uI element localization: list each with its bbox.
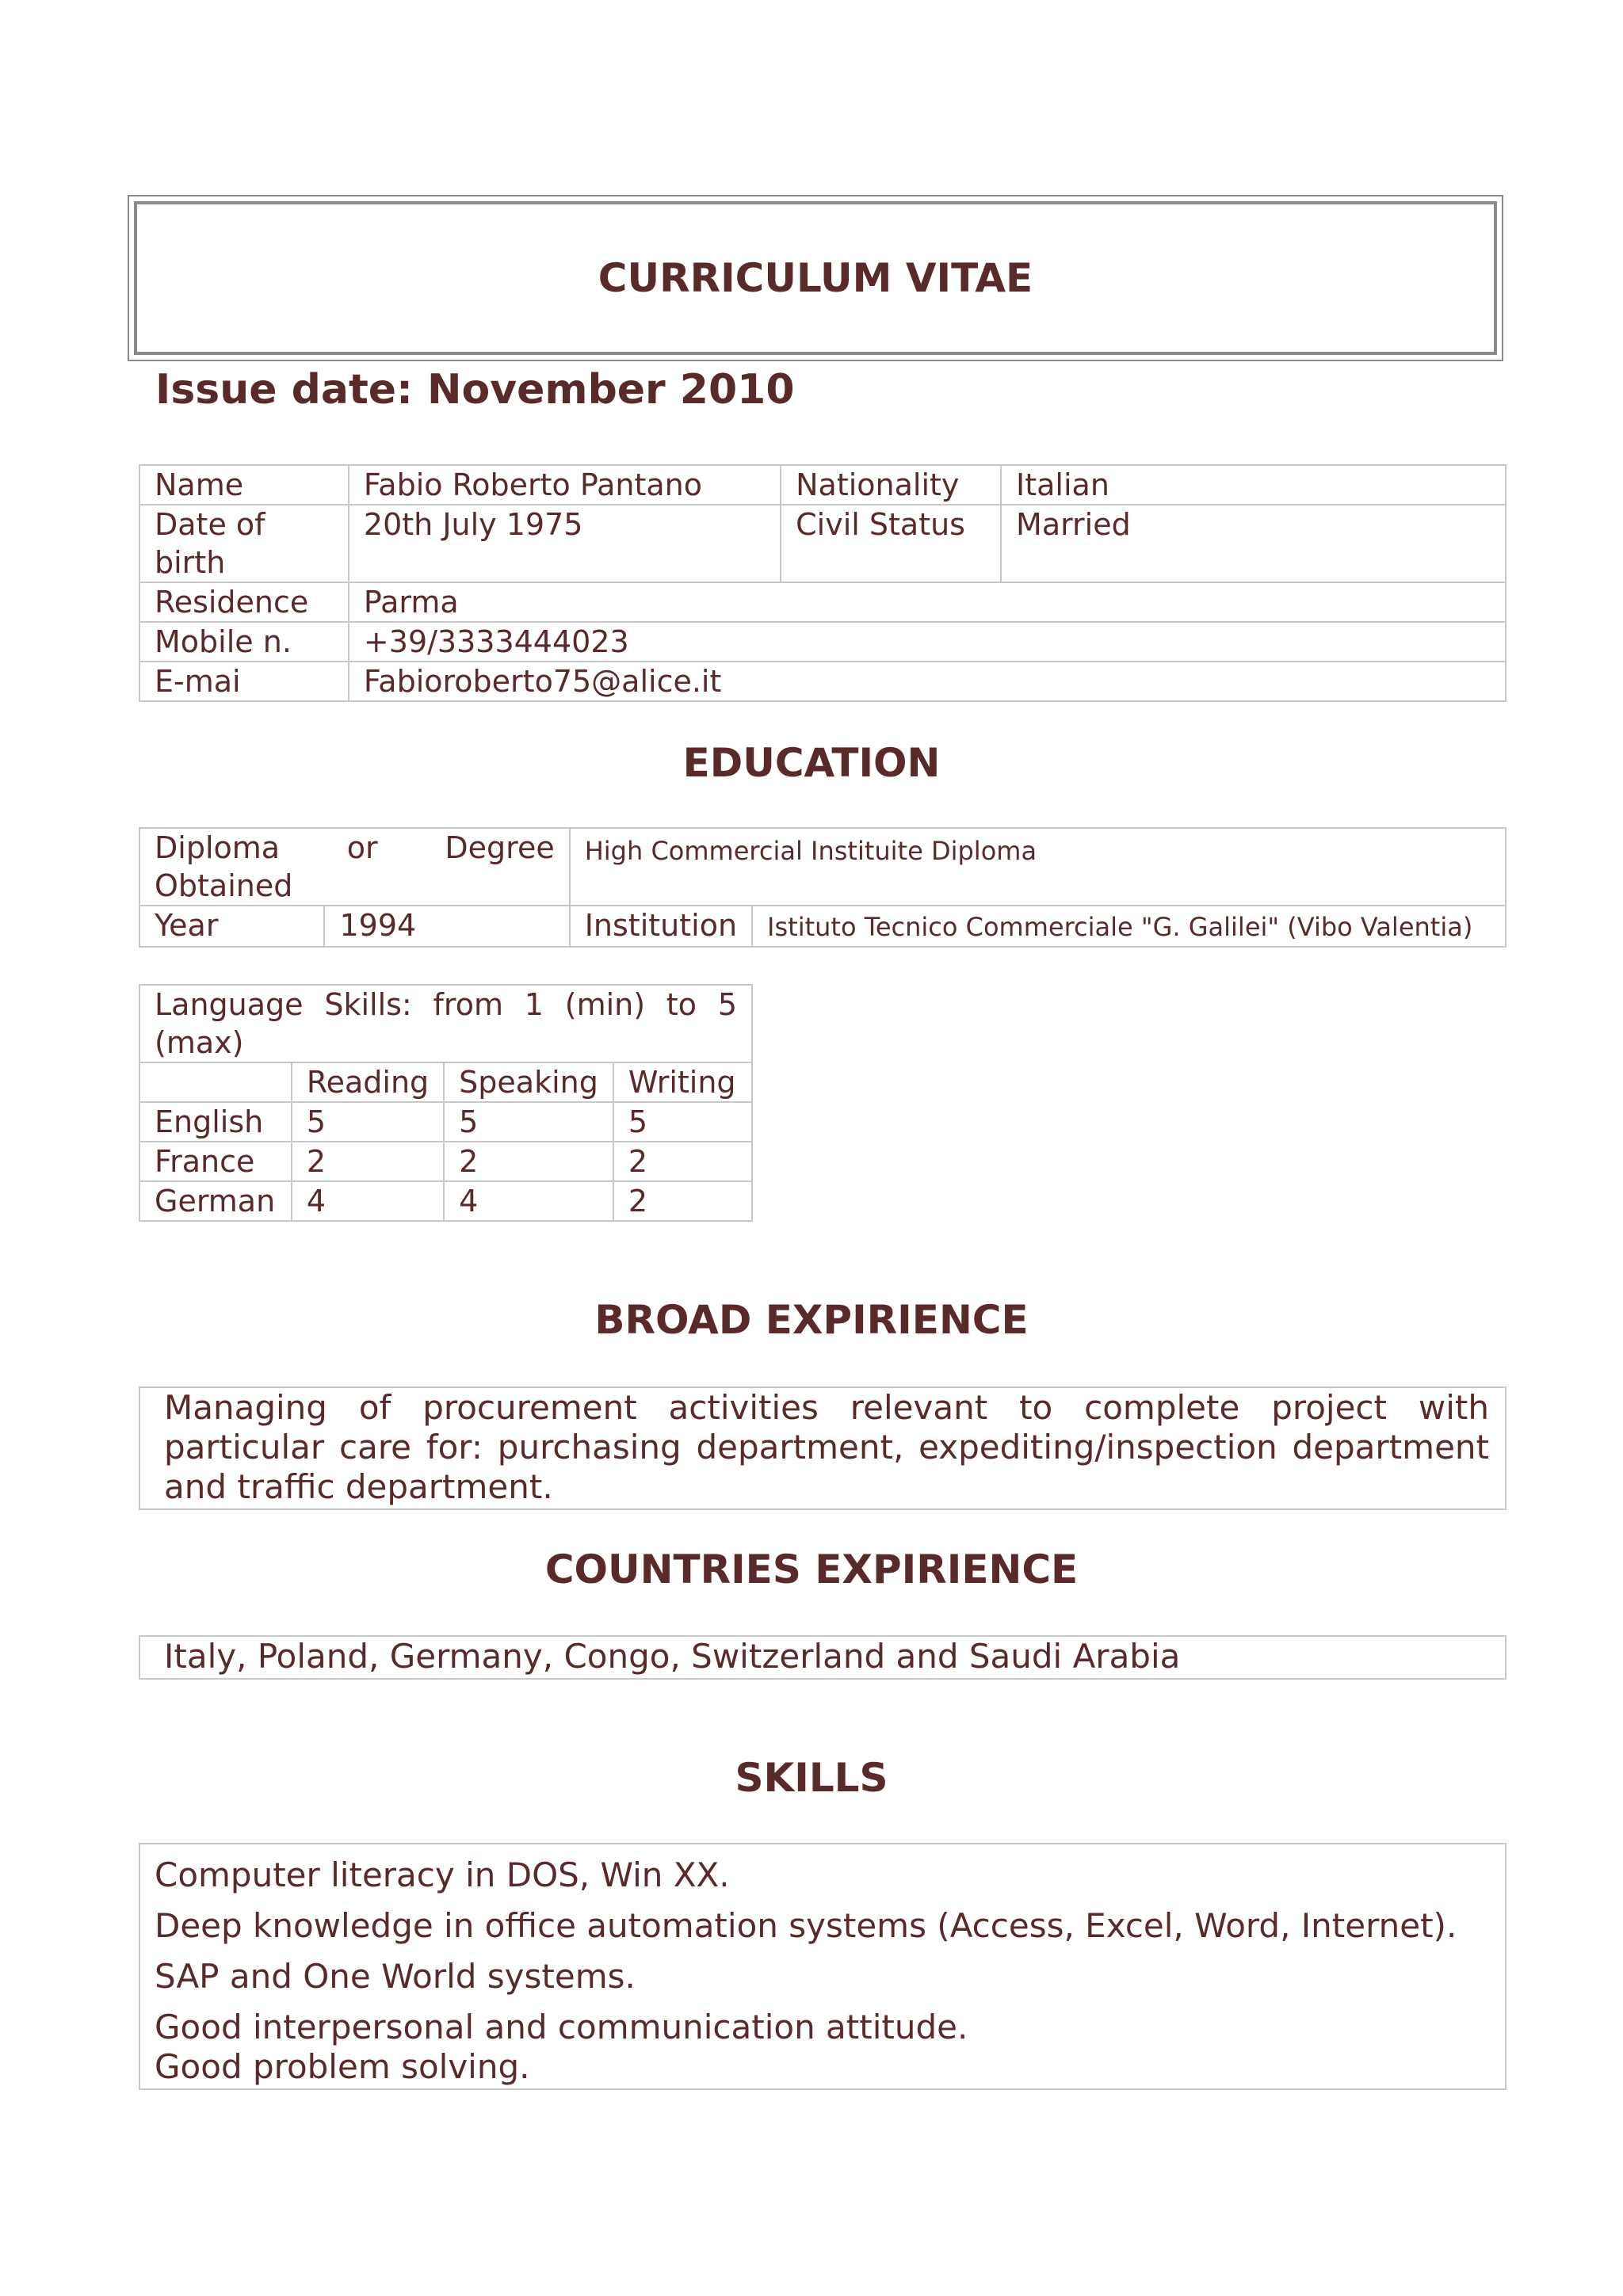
email-value[interactable]: Fabioroberto75@alice.it xyxy=(349,662,1506,701)
skill-item: SAP and One World systems. xyxy=(155,1957,636,1996)
table-row xyxy=(139,465,1506,505)
countries-experience-title: COUNTRIES EXPIRIENCE xyxy=(544,1547,1079,1592)
table-row xyxy=(139,662,1506,701)
table-row xyxy=(139,828,1506,906)
speaking-score: 2 xyxy=(444,1142,613,1181)
speaking-score: 5 xyxy=(444,1102,613,1142)
writing-score: 2 xyxy=(613,1142,752,1181)
mobile-label: Mobile n. xyxy=(139,622,349,662)
skill-item: Deep knowledge in office automation systems (Access, Excel, Word, Internet). xyxy=(155,1906,1457,1945)
language-header-empty xyxy=(139,1062,292,1102)
residence-label: Residence xyxy=(139,582,349,622)
speaking-header: Speaking xyxy=(444,1062,613,1102)
title-box xyxy=(128,195,1503,361)
countries-experience-text: Italy, Poland, Germany, Congo, Switzerland and Saudi Arabia xyxy=(139,1635,1507,1680)
name-value: Fabio Roberto Pantano xyxy=(349,465,781,505)
table-row xyxy=(139,1142,752,1181)
diploma-label: Diploma or Degree Obtained xyxy=(139,828,570,906)
dob-label: Date of birth xyxy=(139,505,349,582)
skills-title: SKILLS xyxy=(735,1755,888,1801)
table-row xyxy=(139,906,1506,947)
institution-value: Istituto Tecnico Commerciale "G. Galilei" (Vibo Valentia) xyxy=(752,906,1506,947)
broad-experience-text: Managing of procurement activities relevant to complete project with particular care for: purchasing department, expediting/inspection department and traffic department. xyxy=(139,1386,1507,1510)
document-title: CURRICULUM VITAE xyxy=(598,255,1033,301)
reading-score: 2 xyxy=(292,1142,444,1181)
education-title: EDUCATION xyxy=(682,740,941,786)
table-row xyxy=(139,622,1506,662)
language-name: German xyxy=(139,1181,292,1221)
language-name: France xyxy=(139,1142,292,1181)
skill-item: Good problem solving. xyxy=(155,2047,530,2086)
institution-label: Institution xyxy=(570,906,752,947)
title-box-inner xyxy=(134,201,1497,355)
mobile-value: +39/3333444023 xyxy=(349,622,1506,662)
skill-item: Good interpersonal and communication attitude. xyxy=(155,2008,968,2046)
table-row xyxy=(139,985,752,1062)
language-name: English xyxy=(139,1102,292,1142)
skills-box xyxy=(139,1843,1507,2090)
language-skills-table xyxy=(139,984,753,1222)
broad-experience-title: BROAD EXPIRIENCE xyxy=(594,1297,1029,1343)
nationality-value: Italian xyxy=(1001,465,1506,505)
table-row xyxy=(139,1062,752,1102)
diploma-value: High Commercial Instituite Diploma xyxy=(570,828,1506,906)
residence-value: Parma xyxy=(349,582,1506,622)
table-row xyxy=(139,582,1506,622)
issue-date: Issue date: November 2010 xyxy=(155,366,795,414)
year-value: 1994 xyxy=(324,906,569,947)
personal-info-table xyxy=(139,464,1507,702)
table-row xyxy=(139,505,1506,582)
civil-status-value: Married xyxy=(1001,505,1506,582)
reading-score: 5 xyxy=(292,1102,444,1142)
writing-header: Writing xyxy=(613,1062,752,1102)
table-row xyxy=(139,1102,752,1142)
writing-score: 5 xyxy=(613,1102,752,1142)
speaking-score: 4 xyxy=(444,1181,613,1221)
reading-header: Reading xyxy=(292,1062,444,1102)
civil-status-label: Civil Status xyxy=(781,505,1001,582)
language-caption: Language Skills: from 1 (min) to 5 (max) xyxy=(139,985,752,1062)
email-label: E-mai xyxy=(139,662,349,701)
skill-item: Computer literacy in DOS, Win XX. xyxy=(155,1855,730,1894)
name-label: Name xyxy=(139,465,349,505)
writing-score: 2 xyxy=(613,1181,752,1221)
nationality-label: Nationality xyxy=(781,465,1001,505)
dob-value: 20th July 1975 xyxy=(349,505,781,582)
year-label: Year xyxy=(139,906,324,947)
reading-score: 4 xyxy=(292,1181,444,1221)
education-table xyxy=(139,827,1507,948)
table-row xyxy=(139,1181,752,1221)
